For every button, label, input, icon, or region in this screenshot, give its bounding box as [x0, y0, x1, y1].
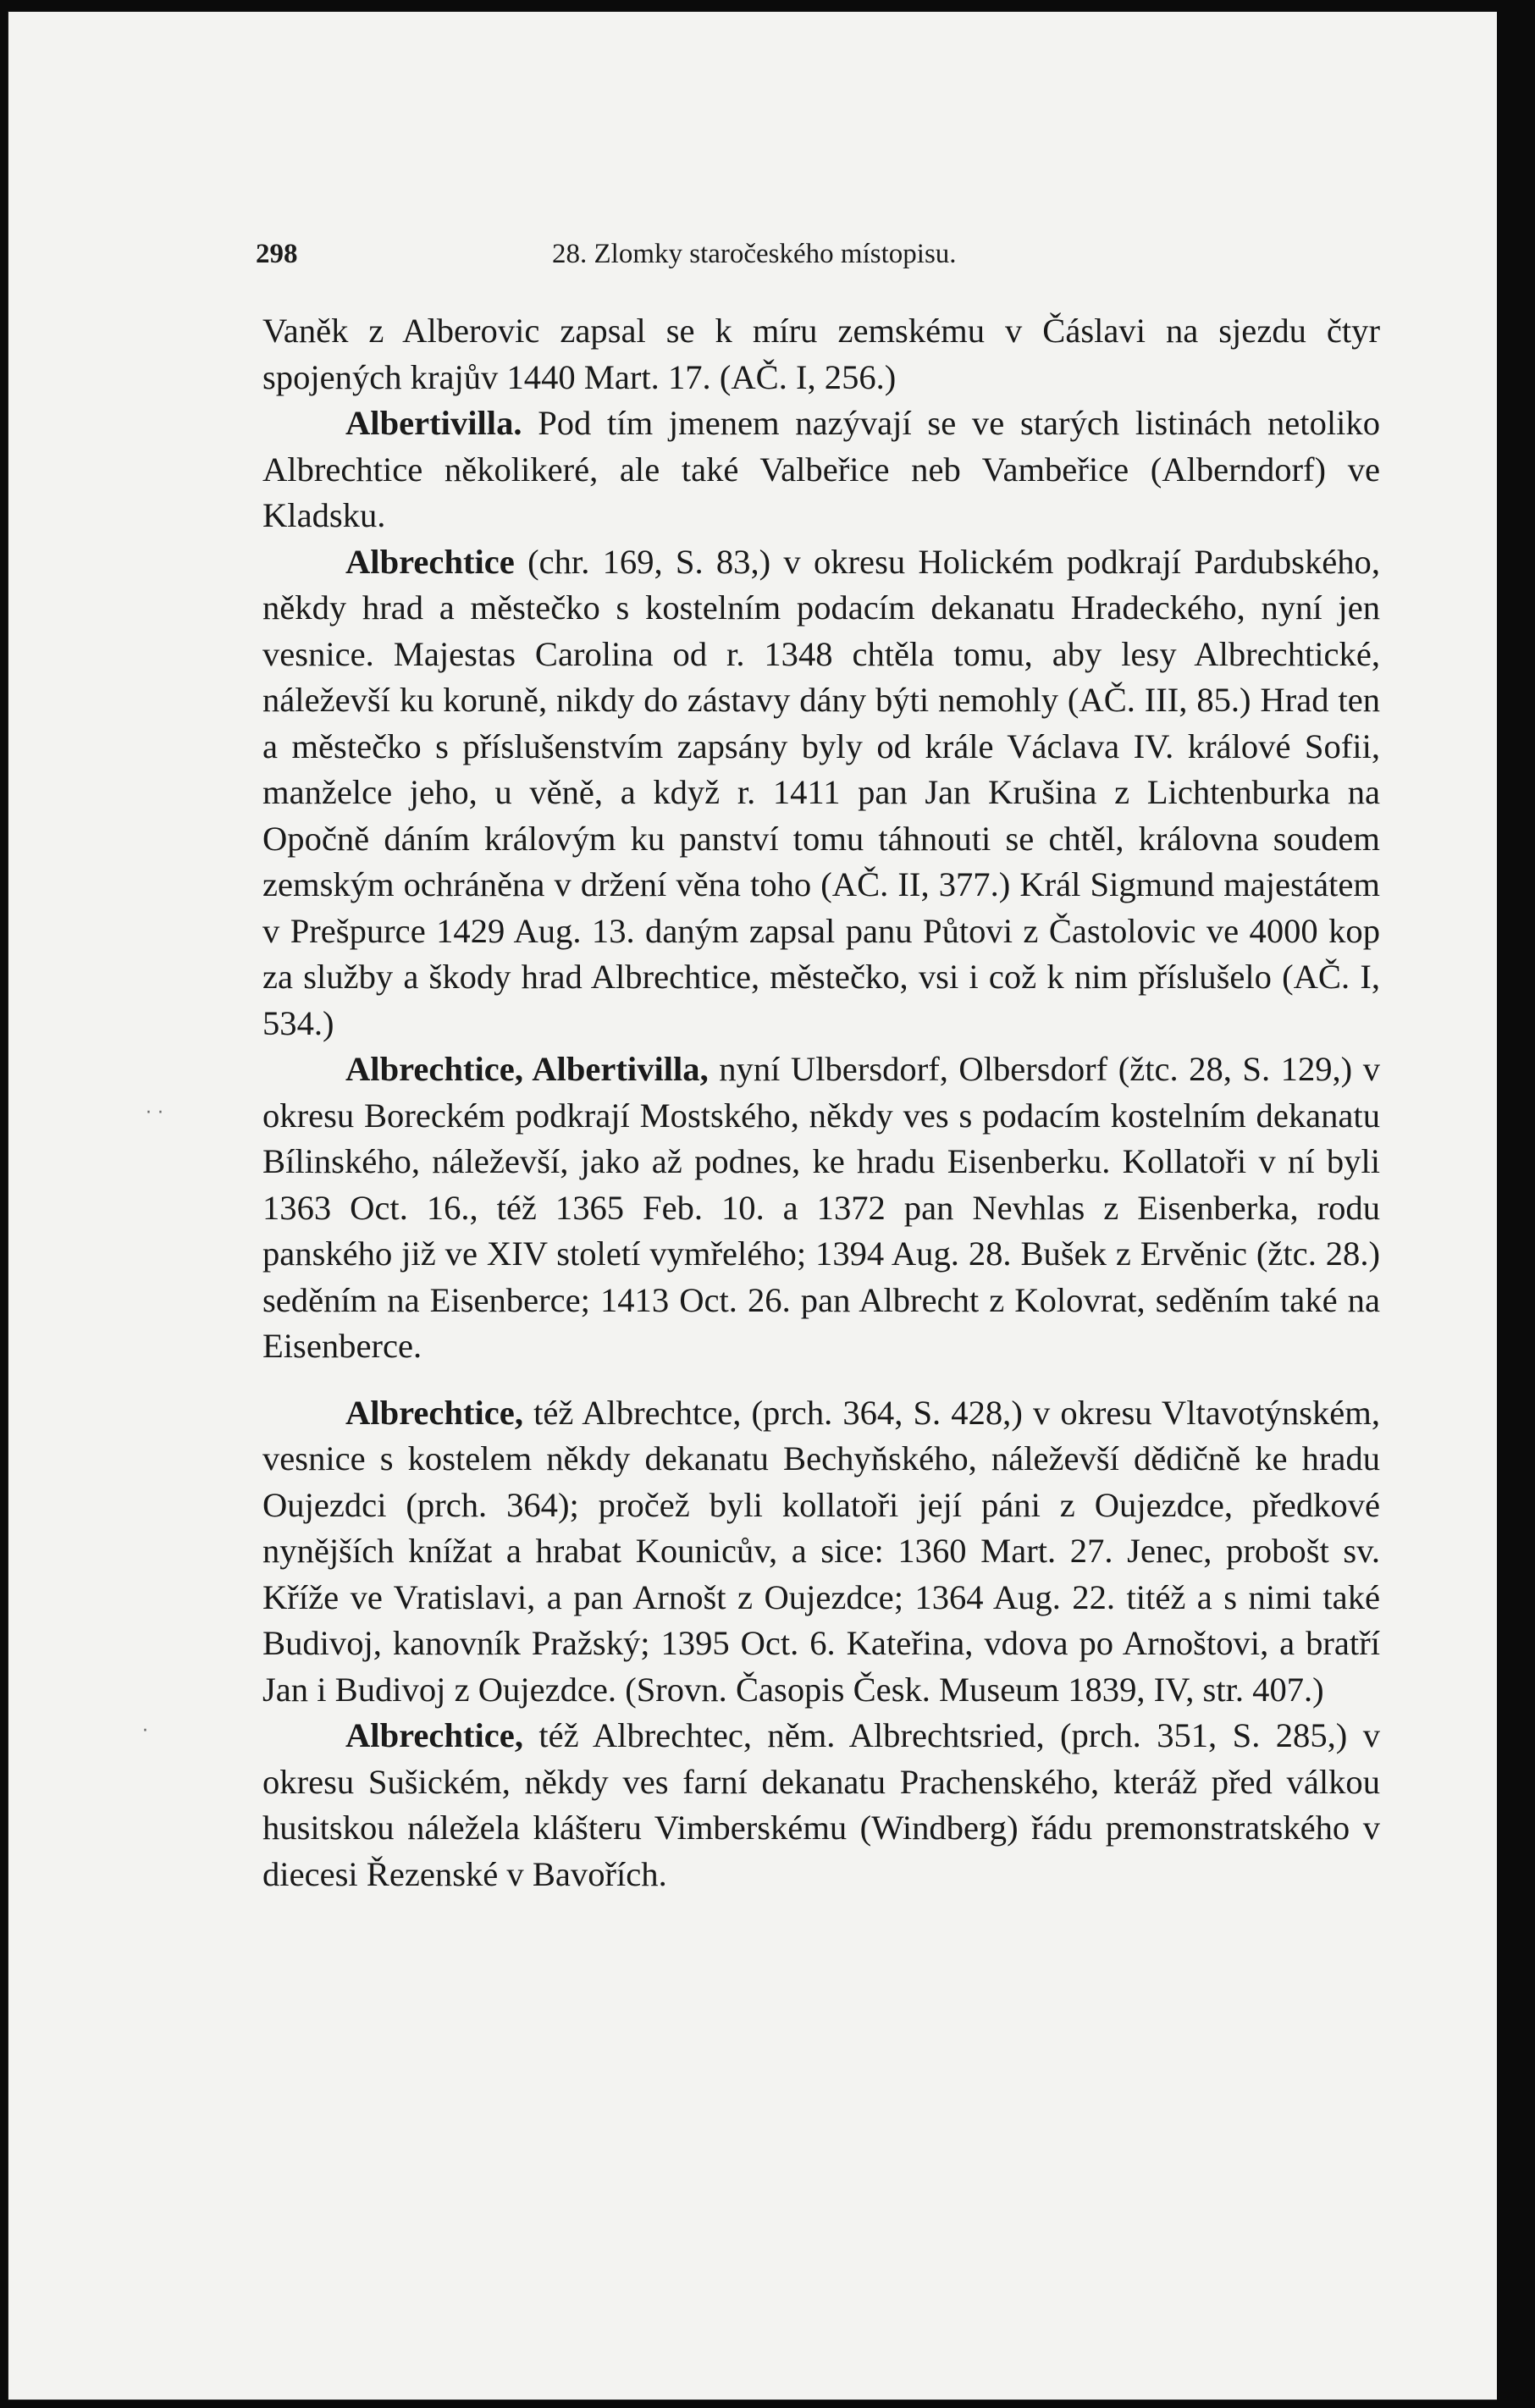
entry-body: též Albrechtec, něm. Albrechtsried, (prch. 351, S. 285,) v okresu Sušickém, někdy ves farní dekanatu Prachenského, kteráž před válkou husitskou náležela klášteru Vimberskému (Windberg) řádu premonstratského v diecesi Řezenské v Bavořích.	[262, 1716, 1380, 1893]
entry-albrechtice-susice	[262, 1713, 1380, 1897]
entry-albrechtice-holice	[262, 539, 1380, 1047]
entry-heading: Albrechtice	[345, 542, 515, 581]
paragraph-body: Vaněk z Alberovic zapsal se k míru zemskému v Čáslavi na sjezdu čtyr spojených krajův 1440 Mart. 17. (AČ. I, 256.)	[262, 312, 1380, 396]
body-text	[262, 308, 1380, 1897]
paragraph-vanek	[262, 308, 1380, 400]
entry-heading: Albrechtice,	[345, 1716, 523, 1754]
scan-speck: · ·	[146, 1102, 163, 1124]
entry-body: nyní Ulbersdorf, Olbersdorf (žtc. 28, S. 129,) v okresu Boreckém podkrají Mostského, někdy ves s podacím kostelním dekanatu Bílinského, náleževší, jako až podnes, ke hradu Eisenberku. Kollatoři v ní byli 1363 Oct. 16., též 1365 Feb. 10. a 1372 pan Nevhlas z Eisenberka, rodu panského již ve XIV století vymřelého; 1394 Aug. 28. Bušek z Ervěnic (žtc. 28.) seděním na Eisenberce; 1413 Oct. 26. pan Albrecht z Kolovrat, seděním také na Eisenberce.	[262, 1050, 1380, 1365]
entry-heading: Albrechtice,	[345, 1393, 523, 1432]
entry-heading: Albertivilla.	[345, 404, 522, 442]
entry-body: též Albrechtce, (prch. 364, S. 428,) v okresu Vltavotýnském, vesnice s kostelem někdy dekanatu Bechyňského, náleževší dědičně ke hradu Oujezdci (prch. 364); pročež byli kollatoři její páni z Oujezdce, předkové nynějších knížat a hrabat Kounicův, a sice: 1360 Mart. 27. Jenec, probošt sv. Kříže ve Vratislavi, a pan Arnošt z Oujezdce; 1364 Aug. 22. titéž a s nimi také Budivoj, kanovník Pražský; 1395 Oct. 6. Kateřina, vdova po Arnoštovi, a bratří Jan i Budivoj z Oujezdce. (Srovn. Časopis Česk. Museum 1839, IV, str. 407.)	[262, 1393, 1380, 1709]
entry-heading: Albrechtice, Albertivilla,	[345, 1050, 709, 1088]
page-number: 298	[256, 239, 298, 269]
scan-border	[1497, 0, 1535, 2408]
entry-albrechtice-vltavotyn	[262, 1390, 1380, 1714]
entry-body: (chr. 169, S. 83,) v okresu Holickém podkrají Pardubského, někdy hrad a městečko s kostelním podacím dekanatu Hradeckého, nyní jen vesnice. Majestas Carolina od r. 1348 chtěla tomu, aby lesy Albrechtické, náleževší ku koruně, nikdy do zástavy dány býti nemohly (AČ. III, 85.) Hrad ten a městečko s příslušenstvím zapsány byly od krále Václava IV. králové Sofii, manželce jeho, u věně, a když r. 1411 pan Jan Krušina z Lichtenburka na Opočně dáním královým ku panství tomu táhnouti se chtěl, královna soudem zemským ochráněna v držení věna toho (AČ. II, 377.) Král Sigmund majestátem v Prešpurce 1429 Aug. 13. daným zapsal panu Půtovi z Častolovic ve 4000 kop za služby a škody hrad Albrechtice, městečko, vsi i což k nim příslušelo (AČ. I, 534.)	[262, 542, 1380, 1042]
page-header	[256, 239, 1373, 281]
entry-albertivilla	[262, 400, 1380, 539]
entry-albrechtice-ulbersdorf	[262, 1047, 1380, 1370]
scan-speck: ·	[142, 1720, 148, 1742]
running-title: 28. Zlomky staročeského místopisu.	[552, 239, 957, 269]
entry-body: Pod tím jmenem nazývají se ve starých listinách netoliko Albrechtice několikeré, ale také Valbeřice neb Vambeřice (Alberndorf) ve Kladsku.	[262, 404, 1380, 534]
